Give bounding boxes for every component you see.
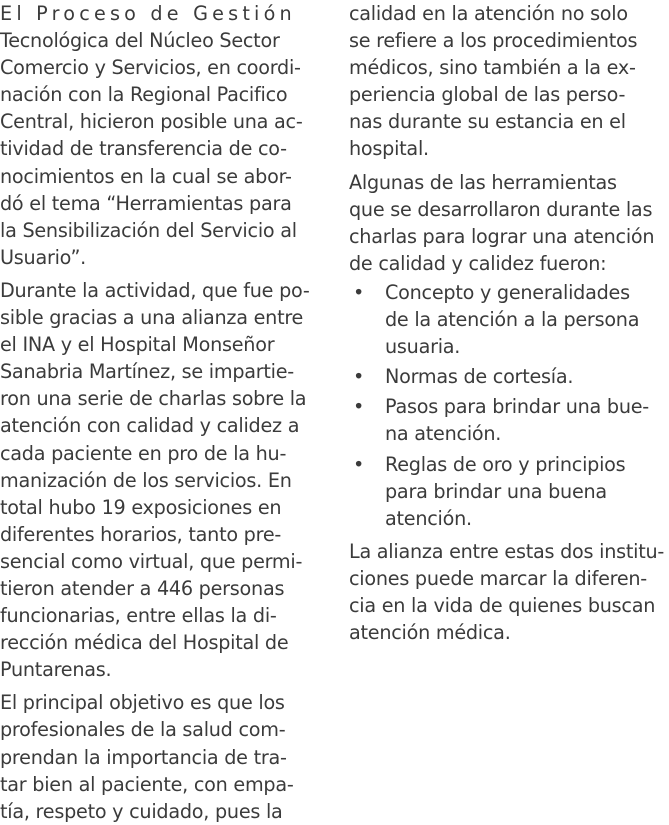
text-line: La alianza entre estas dos institu- [349, 539, 665, 563]
text-line: tividad de transferencia de co- [0, 137, 287, 161]
text-line: cia en la vida de quienes buscan [349, 593, 656, 617]
text-line: que se desarrollaron durante las [349, 197, 653, 221]
text-line: Durante la actividad, que fue po- [0, 278, 310, 302]
text-line: cada paciente en pro de la hu- [0, 441, 287, 465]
paragraph-objective [0, 689, 318, 824]
paragraph-quality [349, 0, 665, 163]
text-line: Reglas de oro y principios [385, 452, 626, 476]
paragraph-tools [349, 169, 665, 277]
list-item [349, 363, 665, 390]
text-line: nas durante su estancia en el [349, 110, 626, 134]
text-line: nocimientos en la cual se abor- [0, 164, 292, 188]
text-line: Tecnológica del Núcleo Sector [0, 29, 280, 53]
text-line: funcionarias, entre ellas la di- [0, 604, 277, 628]
text-line: El Proceso de Gestión [0, 2, 296, 25]
right-column [349, 0, 665, 646]
text-line: profesionales de la salud com- [0, 718, 286, 742]
text-line: rección médica del Hospital de [0, 631, 289, 655]
text-line: prendan la importancia de tra- [0, 745, 287, 769]
paragraph-intro [0, 0, 318, 271]
text-line: Comercio y Servicios, en coordi- [0, 56, 301, 80]
text-line: dó el tema “Herramientas para [0, 191, 292, 215]
text-line: manización de los servicios. En [0, 468, 292, 492]
left-column [0, 0, 318, 825]
text-line: charlas para lograr una atención [349, 224, 655, 248]
text-line: Pasos para brindar una bue- [385, 395, 649, 419]
text-line: sible gracias a una alianza entre [0, 306, 304, 330]
text-line: atención con calidad y calidez a [0, 414, 300, 438]
text-line: Algunas de las herramientas [349, 170, 617, 194]
text-line: usuaria. [385, 335, 461, 359]
bullet-list [349, 279, 665, 532]
text-line: periencia global de las perso- [349, 83, 626, 107]
text-line: se refiere a los procedimientos [349, 29, 638, 53]
text-line: tía, respeto y cuidado, pues la [0, 799, 283, 823]
text-line: Normas de cortesía. [385, 365, 574, 389]
bullet-icon: • [353, 280, 365, 304]
text-line: tieron atender a 446 personas [0, 576, 285, 600]
list-item [349, 451, 665, 532]
text-line: Puntarenas. [0, 658, 112, 682]
text-line: Concepto y generalidades [385, 280, 630, 304]
text-line: nación con la Regional Pacifico [0, 83, 288, 107]
text-line: hospital. [349, 137, 429, 161]
bullet-icon: • [353, 395, 365, 419]
text-line: El principal objetivo es que los [0, 691, 285, 715]
text-line: para brindar una buena [385, 479, 607, 503]
paragraph-alliance [349, 538, 665, 646]
text-line: atención médica. [349, 621, 511, 645]
text-line: Central, hicieron posible una ac- [0, 110, 303, 134]
text-line: diferentes horarios, tanto pre- [0, 522, 282, 546]
text-line: sencial como virtual, que permi- [0, 549, 303, 573]
text-line: de calidad y calidez fueron: [349, 251, 607, 275]
text-line: na atención. [385, 422, 502, 446]
text-line: ron una serie de charlas sobre la [0, 387, 307, 411]
paragraph-activity [0, 277, 318, 683]
text-line: ciones puede marcar la diferen- [349, 566, 647, 590]
bullet-icon: • [353, 365, 365, 389]
text-line: la Sensibilización del Servicio al [0, 218, 297, 242]
bullet-icon: • [353, 452, 365, 476]
text-line: calidad en la atención no solo [349, 2, 628, 25]
text-line: tar bien al paciente, con empa- [0, 772, 294, 796]
text-line: total hubo 19 exposiciones en [0, 495, 282, 519]
text-line: Sanabria Martínez, se impartie- [0, 360, 294, 384]
text-line: médicos, sino también a la ex- [349, 56, 636, 80]
list-item [349, 279, 665, 360]
list-item [349, 393, 665, 447]
text-line: el INA y el Hospital Monseñor [0, 333, 275, 357]
text-line: atención. [385, 506, 472, 530]
text-line: de la atención a la persona [385, 308, 640, 332]
text-line: Usuario”. [0, 245, 87, 269]
